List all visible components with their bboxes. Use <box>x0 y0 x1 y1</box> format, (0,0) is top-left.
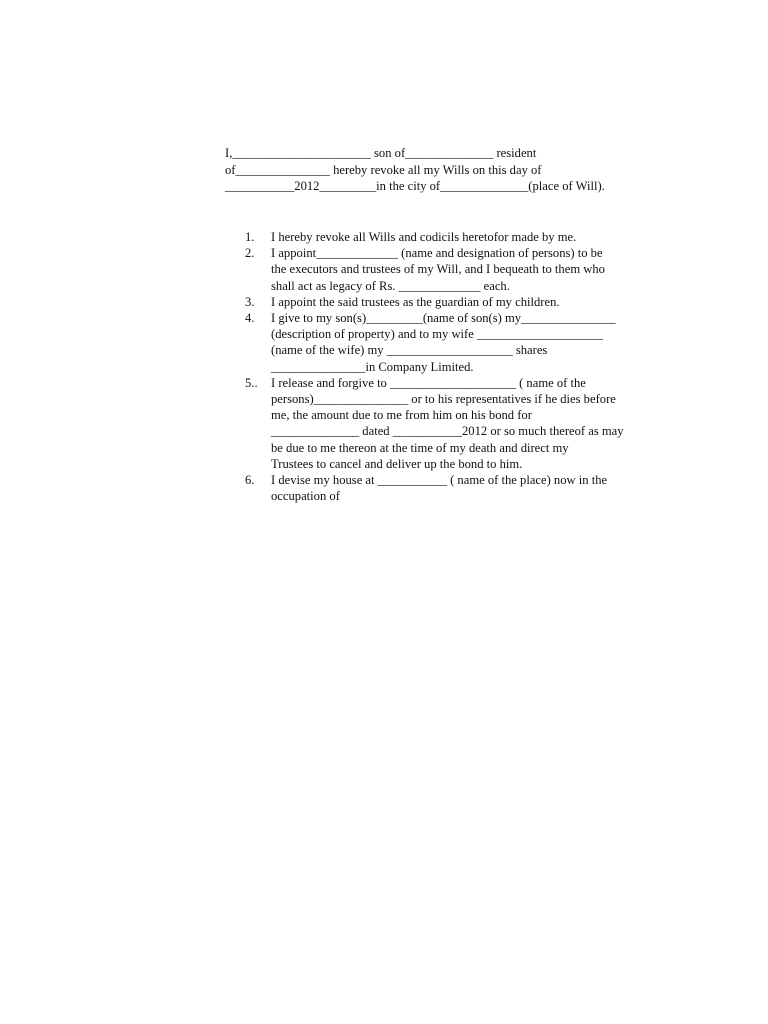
clause-3 <box>245 294 695 310</box>
clause-number: 3. <box>245 294 255 309</box>
will-clauses-list <box>245 229 695 504</box>
clause-text-line: Trustees to cancel and deliver up the bond to him. <box>271 456 523 471</box>
clause-1 <box>245 229 695 245</box>
clause-text-line: the executors and trustees of my Will, and I bequeath to them who <box>271 262 605 277</box>
clause-text-line: ______________ dated ___________2012 or so much thereof as may <box>271 424 624 439</box>
clause-2 <box>245 245 695 294</box>
clause-number: 2. <box>245 246 255 261</box>
clause-text-line: me, the amount due to me from him on his bond for <box>271 408 532 423</box>
clause-6 <box>245 472 695 504</box>
clause-text-line: shall act as legacy of Rs. _____________ each. <box>271 278 510 293</box>
intro-line: ___________2012_________in the city of______________(place of Will). <box>225 179 605 193</box>
clause-4 <box>245 310 695 375</box>
clause-text-line: I devise my house at ___________ ( name of the place) now in the <box>271 473 608 488</box>
clause-text-line: be due to me thereon at the time of my death and direct my <box>271 440 569 455</box>
clause-text-line: occupation of <box>271 489 340 504</box>
will-intro-paragraph <box>225 145 695 195</box>
clause-number: 5.. <box>245 375 258 390</box>
clause-text-line: I release and forgive to ____________________ ( name of the <box>271 375 586 390</box>
clause-number: 4. <box>245 311 255 326</box>
clause-number: 1. <box>245 230 255 244</box>
clause-text-line: _______________in Company Limited. <box>271 359 474 374</box>
clause-text-line: I appoint_____________ (name and designation of persons) to be <box>271 246 603 261</box>
clause-text-line: I appoint the said trustees as the guardian of my children. <box>271 294 560 309</box>
clause-text-line: (description of property) and to my wife ____________________ <box>271 327 603 342</box>
clause-text-line: I hereby revoke all Wills and codicils heretofor made by me. <box>271 230 577 244</box>
clause-5 <box>245 375 695 472</box>
clause-text-line: I give to my son(s)_________(name of son(s) my_______________ <box>271 311 616 326</box>
clause-text-line: persons)_______________ or to his representatives if he dies before <box>271 392 616 407</box>
clause-text-line: (name of the wife) my ____________________ shares <box>271 343 548 358</box>
clause-number: 6. <box>245 473 255 488</box>
intro-line: of_______________ hereby revoke all my Wills on this day of <box>225 162 542 177</box>
intro-line: I,______________________ son of______________ resident <box>225 146 537 160</box>
